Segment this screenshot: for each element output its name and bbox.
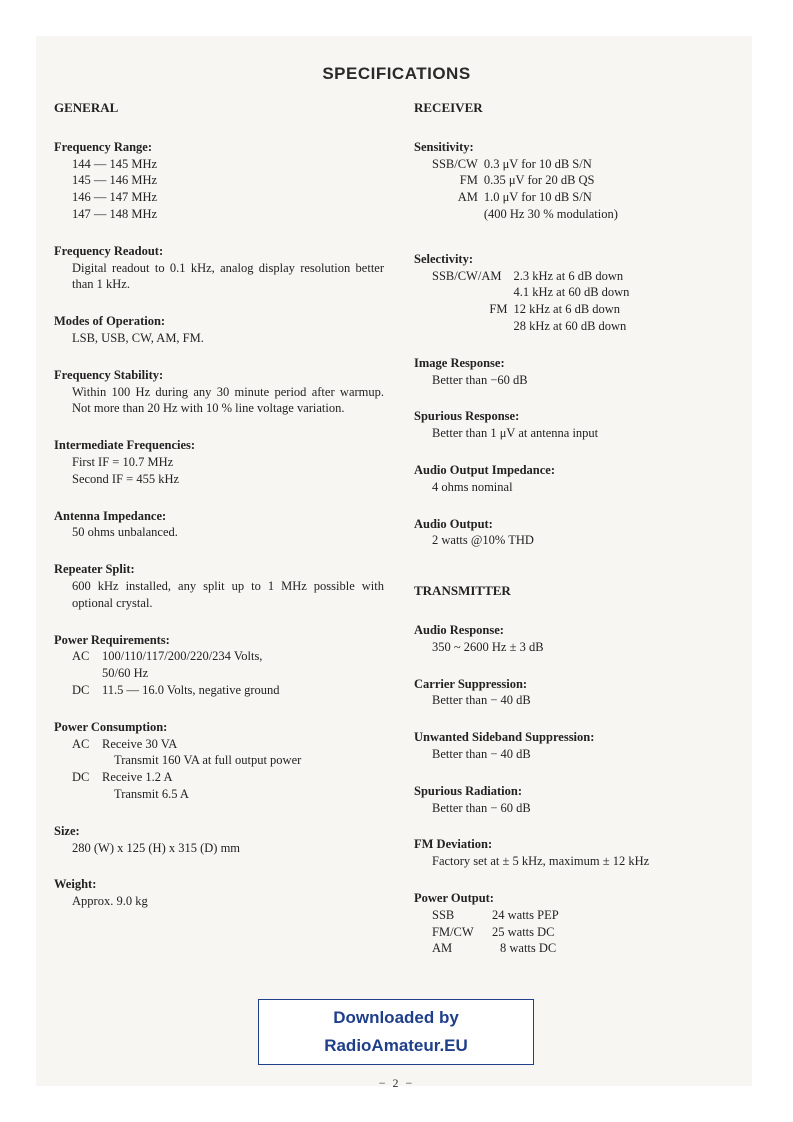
spur-rad-label: Spurious Radiation: bbox=[414, 783, 523, 798]
power-req-value: 50/60 Hz bbox=[102, 666, 149, 681]
banner-line1: Downloaded by bbox=[333, 1008, 459, 1027]
power-out-value: 24 watts PEP bbox=[492, 907, 559, 922]
audio-imp-label: Audio Output Impedance: bbox=[414, 462, 555, 477]
audio-out-label: Audio Output: bbox=[414, 516, 493, 531]
if-label: Intermediate Frequencies: bbox=[54, 438, 196, 453]
power-req-key: DC bbox=[72, 682, 90, 697]
weight-text: Approx. 9.0 kg bbox=[72, 894, 148, 909]
power-cons-table bbox=[72, 736, 301, 803]
antenna-label: Antenna Impedance: bbox=[54, 508, 167, 523]
carrier-text: Better than − 40 dB bbox=[432, 693, 531, 708]
power-out-value: 8 watts DC bbox=[500, 941, 557, 956]
selectivity-value: 12 kHz at 6 dB down bbox=[513, 302, 621, 317]
image-response-text: Better than −60 dB bbox=[432, 372, 528, 387]
selectivity-value: 4.1 kHz at 60 dB down bbox=[513, 285, 630, 300]
modes-of-operation bbox=[54, 313, 384, 347]
power-req-value: 11.5 — 16.0 Volts, negative ground bbox=[102, 682, 280, 697]
frequency-readout-label: Frequency Readout: bbox=[54, 243, 164, 258]
power-out-key: AM bbox=[432, 941, 453, 956]
sideband-label: Unwanted Sideband Suppression: bbox=[414, 730, 595, 745]
selectivity bbox=[414, 251, 744, 335]
size bbox=[54, 823, 384, 857]
sensitivity-value: 0.35 μV for 20 dB QS bbox=[483, 173, 595, 188]
repeater-split bbox=[54, 561, 384, 611]
audio-response bbox=[414, 622, 744, 656]
power-req-value: 100/110/117/200/220/234 Volts, bbox=[102, 649, 263, 664]
power-out-label: Power Output: bbox=[414, 890, 494, 905]
transmitter-heading: TRANSMITTER bbox=[414, 583, 511, 599]
page-title: SPECIFICATIONS bbox=[322, 64, 471, 83]
carrier-suppression bbox=[414, 676, 744, 710]
sensitivity-value: 0.3 μV for 10 dB S/N bbox=[483, 156, 592, 171]
general-heading: GENERAL bbox=[54, 100, 119, 115]
weight-label: Weight: bbox=[54, 877, 97, 892]
if-line: Second IF = 455 kHz bbox=[72, 471, 180, 486]
selectivity-key: SSB/CW/AM bbox=[432, 268, 502, 283]
sensitivity-key: FM bbox=[459, 173, 478, 188]
audio-out-text: 2 watts @10% THD bbox=[432, 533, 534, 548]
banner-site-tld: .EU bbox=[439, 1036, 468, 1055]
selectivity-key bbox=[432, 284, 513, 301]
frequency-range-line: 144 — 145 MHz bbox=[72, 156, 158, 171]
frequency-stability bbox=[54, 367, 384, 417]
power-cons-key bbox=[72, 752, 102, 769]
receiver-heading: RECEIVER bbox=[414, 100, 483, 115]
power-cons-value: Receive 30 VA bbox=[102, 736, 178, 751]
selectivity-table bbox=[432, 268, 629, 335]
audio-output bbox=[414, 516, 744, 550]
power-output bbox=[414, 890, 744, 957]
power-out-table bbox=[432, 907, 559, 957]
power-consumption bbox=[54, 719, 384, 803]
frequency-range-line: 147 — 148 MHz bbox=[72, 206, 158, 221]
repeater-text: 600 kHz installed, any split up to 1 MHz possible with optional crystal. bbox=[72, 578, 384, 610]
banner-line2 bbox=[259, 1032, 533, 1060]
spur-rad-text: Better than − 60 dB bbox=[432, 800, 531, 815]
frequency-range-line: 146 — 147 MHz bbox=[72, 190, 158, 205]
power-req-key: AC bbox=[72, 649, 90, 664]
frequency-range-label: Frequency Range: bbox=[54, 139, 153, 154]
power-req-key bbox=[72, 665, 102, 682]
power-cons-label: Power Consumption: bbox=[54, 719, 168, 734]
page-number: − 2 − bbox=[378, 1076, 415, 1090]
audio-output-impedance bbox=[414, 462, 744, 496]
fm-deviation bbox=[414, 836, 744, 870]
antenna-text: 50 ohms unbalanced. bbox=[72, 525, 178, 540]
frequency-readout-text: Digital readout to 0.1 kHz, analog display resolution better than 1 kHz. bbox=[72, 260, 384, 292]
spurious-radiation bbox=[414, 783, 744, 817]
frequency-range-line: 145 — 146 MHz bbox=[72, 173, 158, 188]
selectivity-key: FM bbox=[489, 302, 508, 317]
sensitivity-label: Sensitivity: bbox=[414, 139, 474, 154]
selectivity-key bbox=[432, 318, 513, 335]
antenna-impedance bbox=[54, 508, 384, 542]
sideband-suppression bbox=[414, 729, 744, 763]
repeater-label: Repeater Split: bbox=[54, 562, 135, 577]
power-cons-key: DC bbox=[72, 770, 90, 785]
image-response-label: Image Response: bbox=[414, 355, 505, 370]
stability-label: Frequency Stability: bbox=[54, 367, 164, 382]
sensitivity-value: (400 Hz 30 % modulation) bbox=[483, 206, 618, 221]
sensitivity-table bbox=[432, 156, 618, 223]
audio-imp-text: 4 ohms nominal bbox=[432, 479, 513, 494]
intermediate-frequencies bbox=[54, 437, 384, 487]
fm-dev-label: FM Deviation: bbox=[414, 837, 493, 852]
sensitivity-key bbox=[432, 206, 484, 223]
power-cons-value: Receive 1.2 A bbox=[102, 770, 173, 785]
spurious-response-label: Spurious Response: bbox=[414, 409, 520, 424]
download-banner bbox=[258, 999, 534, 1065]
weight bbox=[54, 876, 384, 910]
power-cons-value: Transmit 160 VA at full output power bbox=[114, 753, 302, 768]
selectivity-value: 28 kHz at 60 dB down bbox=[513, 318, 627, 333]
modes-label: Modes of Operation: bbox=[54, 314, 166, 329]
audio-resp-label: Audio Response: bbox=[414, 622, 504, 637]
frequency-range bbox=[54, 139, 384, 223]
power-out-key: SSB bbox=[432, 907, 455, 922]
power-cons-key bbox=[72, 786, 102, 803]
sensitivity-key: AM bbox=[457, 190, 478, 205]
power-requirements bbox=[54, 632, 384, 699]
image-response bbox=[414, 355, 744, 389]
receiver-transmitter-column bbox=[414, 100, 744, 977]
stability-text: Within 100 Hz during any 30 minute period after warmup. Not more than 20 Hz with 10 % line voltage variation. bbox=[72, 384, 384, 416]
size-text: 280 (W) x 125 (H) x 315 (D) mm bbox=[72, 840, 241, 855]
size-label: Size: bbox=[54, 823, 80, 838]
banner-site-name: RadioAmateur bbox=[324, 1036, 440, 1055]
general-column bbox=[54, 100, 384, 930]
carrier-label: Carrier Suppression: bbox=[414, 676, 528, 691]
frequency-readout bbox=[54, 243, 384, 293]
selectivity-value: 2.3 kHz at 6 dB down bbox=[513, 268, 624, 283]
sensitivity bbox=[414, 139, 744, 223]
spurious-response bbox=[414, 408, 744, 442]
sensitivity-key: SSB/CW bbox=[432, 156, 478, 171]
power-req-label: Power Requirements: bbox=[54, 632, 170, 647]
fm-dev-text: Factory set at ± 5 kHz, maximum ± 12 kHz bbox=[432, 854, 650, 869]
modes-text: LSB, USB, CW, AM, FM. bbox=[72, 330, 204, 345]
if-line: First IF = 10.7 MHz bbox=[72, 454, 174, 469]
selectivity-label: Selectivity: bbox=[414, 251, 474, 266]
power-cons-key: AC bbox=[72, 736, 90, 751]
sideband-text: Better than − 40 dB bbox=[432, 746, 531, 761]
power-out-value: 25 watts DC bbox=[492, 924, 555, 939]
sensitivity-value: 1.0 μV for 10 dB S/N bbox=[483, 190, 592, 205]
power-req-table bbox=[72, 648, 280, 698]
power-cons-value: Transmit 6.5 A bbox=[114, 786, 189, 801]
power-out-key: FM/CW bbox=[432, 924, 474, 939]
spurious-response-text: Better than 1 μV at antenna input bbox=[432, 426, 599, 441]
audio-resp-text: 350 ~ 2600 Hz ± 3 dB bbox=[432, 639, 544, 654]
